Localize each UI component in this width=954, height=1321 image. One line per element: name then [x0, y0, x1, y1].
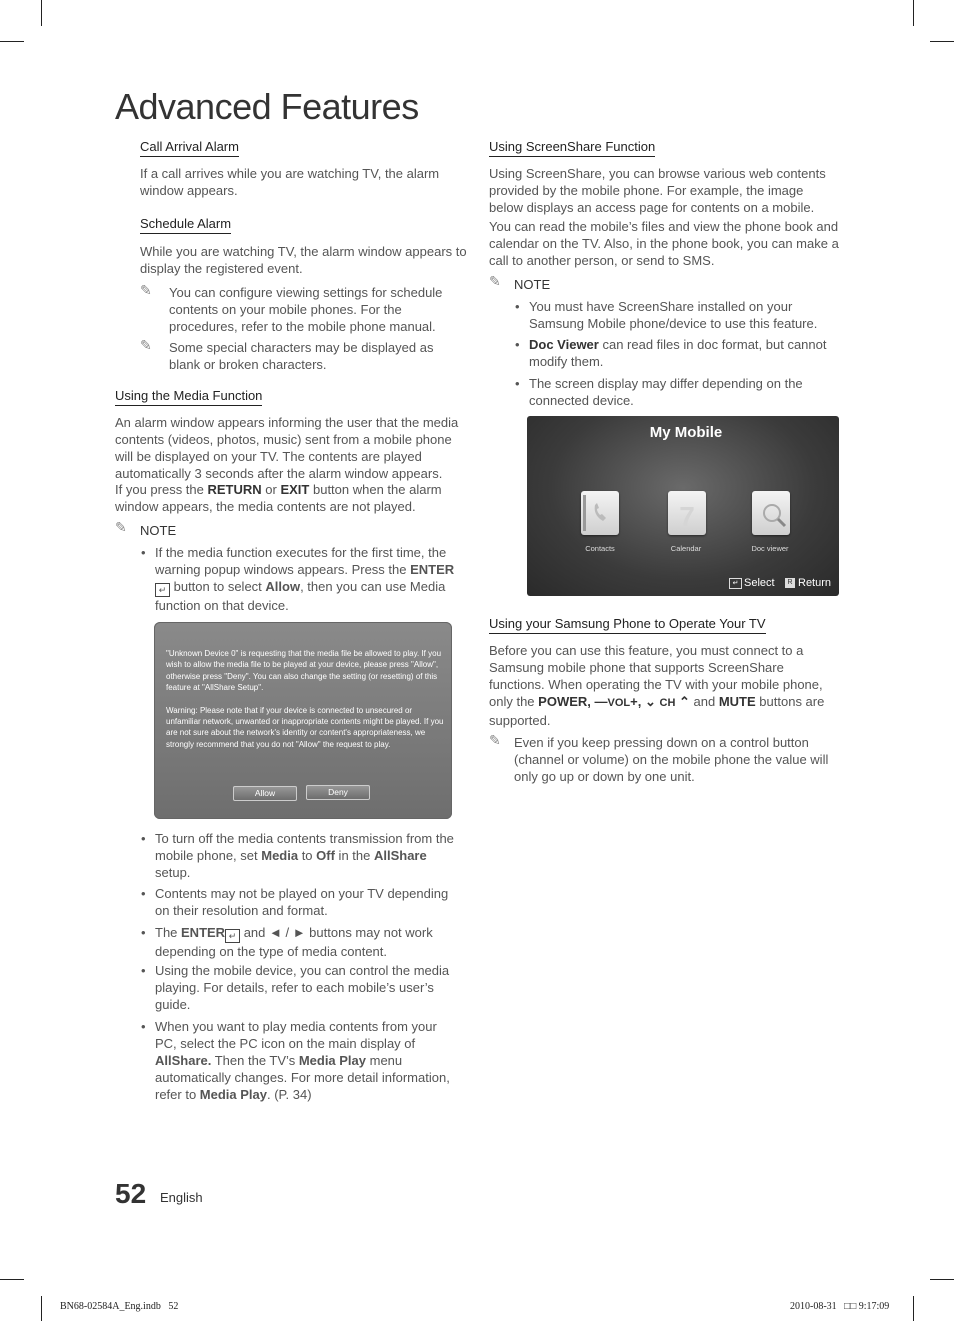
chevron-up-icon: ⌃ — [679, 694, 690, 709]
plus-icon: + — [630, 694, 638, 709]
crop-mark — [41, 1296, 42, 1321]
media-bullet-3: • Contents may not be played on your TV depending on their resolution and format. — [141, 886, 449, 918]
media-bullet-1: • If the media function executes for the first time, the warning popup windows appears. Press the ENTER↵ button to select Allow, then you can use Media function on that device. — [141, 545, 455, 613]
dialog-message: "Unknown Device 0" is requesting that the media file be allowed to play. If you wish to allow the media file to be played at your device, please press "Allow", otherwise press "Deny". You can also change the setting (or resetting) of this feature at "AllShare Setup". Warning: Please note that if your device is connected to unsecured or unfamiliar network, unwanted or inappropriate contents might be played. If you are not sure about the network's identity or content's appropriateness, we strongly recommend that you do not "Allow" the request to play. — [166, 649, 444, 749]
doc-viewer-icon[interactable] — [752, 491, 790, 535]
contacts-icon[interactable] — [581, 491, 619, 535]
operate-text: Before you can use this feature, you must connect to a Samsung mobile phone that supports ScreenShare functions. When operating the TV with your mobile phone, only the POWER, —VOL+, ⌄ CH ⌃ and MUTE buttons are supported. — [489, 643, 825, 728]
page-title: Advanced Features — [115, 86, 419, 127]
screenshare-text-2: You can read the mobile’s files and view the phone book and calendar on the TV. Also, in the phone book, you can make a call to another person, or send to SMS. — [489, 219, 839, 268]
return-key-icon: R — [785, 578, 795, 588]
allow-button[interactable]: Allow — [233, 786, 297, 801]
return-hint: Return — [798, 577, 832, 589]
my-mobile-screen — [527, 416, 839, 596]
crop-mark — [913, 1296, 914, 1321]
media-text-2: If you press the RETURN or EXIT button when the alarm window appears, the media contents are not played. — [115, 482, 442, 514]
print-slug-right: 2010-08-31 □□ 9:17:09 — [790, 1301, 890, 1312]
note-pencil-icon: ✎ — [115, 519, 127, 535]
heading-schedule-alarm: Schedule Alarm — [140, 216, 231, 234]
deny-button[interactable]: Deny — [306, 785, 370, 800]
enter-icon: ↵ — [729, 578, 742, 589]
media-bullet-6: • When you want to play media contents from your PC, select the PC icon on the main display of AllShare. Then the TV’s Media Play menu automatically changes. For more detail information, refer to Media Play. (P. 34) — [141, 1019, 450, 1102]
app-label: Contacts — [585, 544, 615, 553]
my-mobile-title: My Mobile — [649, 424, 723, 441]
crop-mark — [0, 41, 24, 42]
screenshare-bullet-2: • Doc Viewer can read files in doc format, but cannot modify them. — [515, 337, 827, 369]
media-permission-dialog — [154, 622, 452, 819]
note-label: NOTE — [140, 523, 177, 538]
page-language: English — [160, 1190, 203, 1205]
media-bullet-5: • Using the mobile device, you can control the media playing. For details, refer to each mobile’s user’s guide. — [141, 963, 450, 1012]
media-bullet-2: • To turn off the media contents transmission from the mobile phone, set Media to Off in the AllShare setup. — [141, 831, 454, 880]
operate-note: Even if you keep pressing down on a control button (channel or volume) on the mobile phone the value will only go up or down by one unit. — [514, 735, 829, 784]
screenshare-bullet-3: • The screen display may differ depending on the connected device. — [515, 376, 803, 408]
heading-media-function: Using the Media Function — [115, 388, 262, 406]
crop-mark — [41, 0, 42, 26]
schedule-note-2: Some special characters may be displayed as blank or broken characters. — [169, 340, 434, 372]
call-arrival-text: If a call arrives while you are watching TV, the alarm window appears. — [140, 166, 440, 198]
crop-mark — [913, 0, 914, 26]
crop-mark — [0, 1279, 24, 1280]
page-number: 52 — [115, 1178, 147, 1209]
heading-screenshare: Using ScreenShare Function — [489, 139, 655, 157]
enter-icon: ↵ — [225, 929, 240, 943]
note-label: NOTE — [514, 277, 551, 292]
schedule-alarm-text: While you are watching TV, the alarm window appears to display the registered event. — [140, 244, 467, 276]
heading-operate-tv: Using your Samsung Phone to Operate Your TV — [489, 616, 766, 634]
screenshare-bullet-1: • You must have ScreenShare installed on your Samsung Mobile phone/device to use this feature. — [515, 299, 818, 331]
crop-mark — [930, 41, 954, 42]
calendar-icon[interactable]: 7 — [668, 491, 706, 535]
minus-icon: — — [594, 694, 608, 709]
note-pencil-icon: ✎ — [140, 282, 152, 298]
chevron-down-icon: ⌄ — [644, 694, 656, 709]
print-slug-left: BN68-02584A_Eng.indb 52 — [60, 1301, 179, 1312]
app-label: Doc viewer — [751, 544, 789, 553]
media-text-1: An alarm window appears informing the user that the media contents (videos, photos, music) sent from a mobile phone will be displayed on your TV. The contents are played automatically 3 seconds after the alarm window appears. — [115, 415, 459, 481]
enter-icon: ↵ — [155, 583, 170, 597]
schedule-note-1: You can configure viewing settings for schedule contents on your mobile phones. For the procedures, refer to the mobile phone manual. — [169, 285, 443, 334]
note-pencil-icon: ✎ — [489, 273, 501, 289]
select-hint: Select — [744, 577, 775, 589]
heading-call-arrival: Call Arrival Alarm — [140, 139, 239, 157]
media-bullet-4: • The ENTER ↵ and ◄ / ► buttons may not work depending on the type of media content. — [141, 925, 433, 959]
note-pencil-icon: ✎ — [140, 337, 152, 353]
app-label: Calendar — [670, 544, 702, 553]
crop-mark — [930, 1279, 954, 1280]
note-pencil-icon: ✎ — [489, 732, 501, 748]
screenshare-text-1: Using ScreenShare, you can browse various web contents provided by the mobile phone. For example, the image below displays an access page for contents on a mobile. — [489, 166, 826, 215]
